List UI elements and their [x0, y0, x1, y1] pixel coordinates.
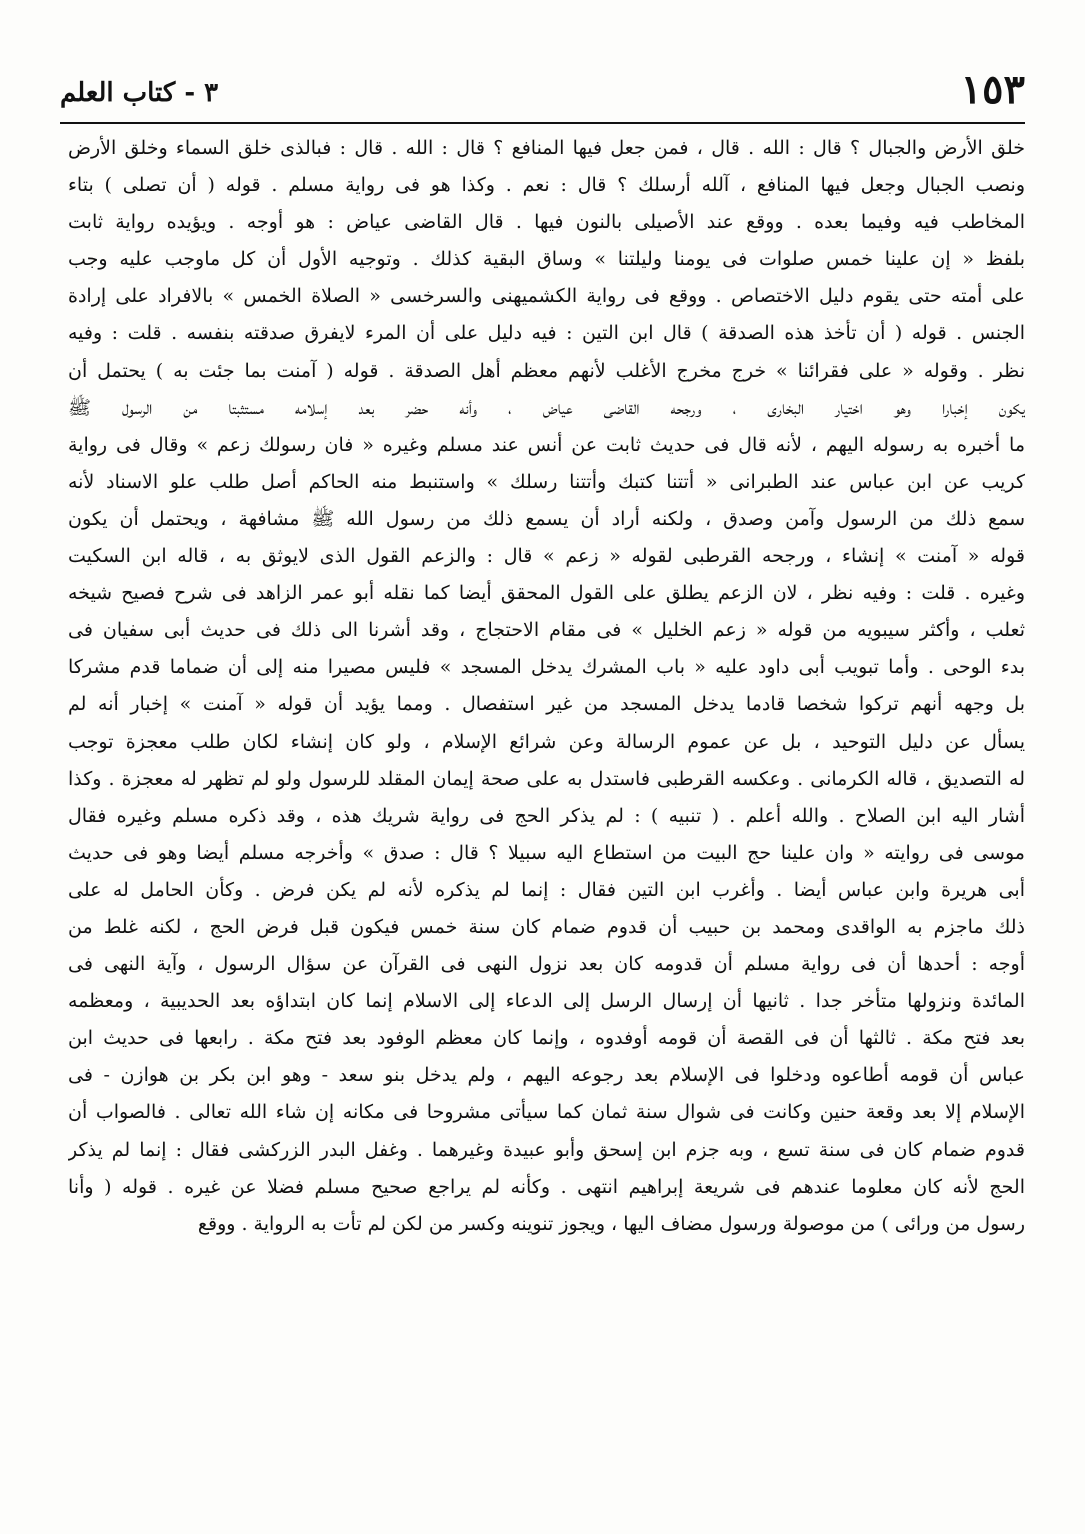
text-line: خلق الأرض والجبال ؟ قال : الله . قال ، فمن جعل فيها المنافع ؟ قال : الله . قال : فبالذى خلق السماء وخلق الأرض — [68, 137, 1025, 159]
text-line: له التصديق ، قاله الكرمانى . وعكسه القرطبى فاستدل به على صحة إيمان المقلد للرسول ولو لم تظهر له معجزة . وكذا — [68, 767, 1025, 790]
text-line: أوجه : أحدها أن فى رواية مسلم أن قدومه كان بعد نزول النهى فى القرآن عن سؤال الرسول ، وآية النهى فى — [68, 953, 1025, 976]
text-line: رسول من ورائى ) من موصولة ورسول مضاف اليها ، ويجوز تنوينه وكسر من لكن لم تأت به الرواية . ووقع — [197, 1212, 1025, 1235]
text-line: المائدة ونزولها متأخر جدا . ثانيها أن إرسال الرسل إلى الدعاء إلى الاسلام إنما كان ابتداؤه بعد الحديبية ، ومعظمه — [68, 990, 1025, 1013]
text-line: المخاطب فيه وفيما بعده . ووقع عند الأصيلى بالنون فيها . قال القاضى عياض : هو أوجه . ويؤيده رواية ثابت — [68, 211, 1025, 234]
text-line: عباس أن قومه أطاعوه ودخلوا فى الإسلام بعد رجوعه اليهم ، ولم يدخل بنو سعد - وهو ابن بكر بن هوازن - فى — [68, 1064, 1025, 1087]
text-line: يكون إخبارا وهو اختيار البخارى ، ورجحه القاضى عياض ، وأنه حضر بعد إسلامه مستثبتا من الرسول ﷺ — [68, 396, 1025, 419]
text-line: على أمته حتى يقوم دليل الاختصاص . ووقع فى رواية الكشميهنى والسرخسى « الصلاة الخمس » بالافراد على إرادة — [68, 285, 1025, 308]
text-line: ما أخبره به رسوله اليهم ، لأنه قال فى حديث ثابت عن أنس عند مسلم وغيره « فان رسولك زعم » وقال فى رواية — [68, 433, 1025, 456]
text-line: بدء الوحى . وأما تبويب أبى داود عليه « باب المشرك يدخل المسجد » فليس مصيرا منه إلى أن ضماما قدم مشركا — [68, 656, 1025, 679]
text-line: قوله « آمنت » إنشاء ، ورجحه القرطبى لقوله « زعم » قال : والزعم القول الذى لايوثق به ، قاله ابن السكيت — [68, 545, 1025, 568]
text-line: قدوم ضمام كان فى سنة تسع ، وبه جزم ابن إسحق وأبو عبيدة وغيرهما . وغفل البدر الزركشى فقال : إنما لم يذكر — [68, 1138, 1025, 1161]
text-line: الإسلام إلا بعد وقعة حنين وكانت فى شوال سنة ثمان كما سيأتى مشروحا فى مكانه إن شاء الله تعالى . فالصواب أن — [68, 1101, 1025, 1124]
text-line: وغيره . قلت : وفيه نظر ، لان الزعم يطلق على القول المحقق أيضا كما نقله أبو عمر الزاهد فى شرح فصيح شيخه — [68, 582, 1025, 605]
text-line: ثعلب ، وأكثر سيبويه من قوله « زعم الخليل » فى مقام الاحتجاج ، وقد أشرنا الى ذلك فى حديث أبى سفيان فى — [68, 619, 1025, 642]
text-line: أبى هريرة وابن عباس أيضا . وأغرب ابن التين فقال : إنما لم يذكره لأنه لم يكن فرض . وكأن الحامل له على — [68, 878, 1025, 901]
chapter-title: ٣ - كتاب العلم — [60, 78, 219, 108]
text-line: ذلك ماجزم به الواقدى ومحمد بن حبيب أن قدوم ضمام كان سنة خمس فيكون قبل فرض الحج ، لكنه غلط من — [68, 915, 1025, 938]
body-text — [68, 130, 1025, 1243]
text-line: موسى فى روايته « وان علينا حج البيت من استطاع اليه سبيلا ؟ قال : صدق » وأخرجه مسلم أيضا وهو فى حديث — [68, 841, 1025, 864]
text-line: نظر . وقوله « على فقرائنا » خرج مخرج الأغلب لأنهم معظم أهل الصدقة . قوله ( آمنت بما جئت به ) يحتمل أن — [68, 359, 1025, 382]
page-number: ١٥٣ — [960, 66, 1025, 113]
text-line: سمع ذلك من الرسول وآمن وصدق ، ولكنه أراد أن يسمع ذلك من رسول الله ﷺ مشافهة ، ويحتمل أن يكون — [68, 507, 1025, 530]
text-line: بعد فتح مكة . ثالثها أن فى القصة أن قومه أوفدوه ، وإنما كان معظم الوفود بعد فتح مكة . رابعها فى حديث ابن — [68, 1027, 1025, 1050]
text-line: ونصب الجبال وجعل فيها المنافع ، آلله أرسلك ؟ قال : نعم . وكذا هو فى رواية مسلم . قوله ( أن تصلى ) بتاء — [68, 174, 1025, 197]
text-line: بل وجهه أنهم تركوا شخصا قادما يدخل المسجد من غير استفصال . ومما يؤيد أن قوله « آمنت » إخبار أنه لم — [68, 693, 1025, 716]
text-line: يسأل عن دليل التوحيد ، بل عن عموم الرسالة وعن شرائع الإسلام ، ولو كان إنشاء لكان طلب معجزة توجب — [68, 730, 1025, 753]
text-line: بلفظ « إن علينا خمس صلوات فى يومنا وليلتنا » وساق البقية كذلك . وتوجيه الأول أن كل ماوجب عليه وجب — [68, 248, 1025, 271]
text-line: كريب عن ابن عباس عند الطبرانى « أتتنا كتبك وأتتنا رسلك » واستنبط منه الحاكم أصل طلب علو الاسناد لأنه — [68, 470, 1025, 493]
text-line: الجنس . قوله ( أن تأخذ هذه الصدقة ) قال ابن التين : فيه دليل على أن المرء لايفرق صدقته بنفسه . قلت : وفيه — [68, 322, 1025, 345]
text-line: الحج لأنه كان معلوما عندهم فى شريعة إبراهيم انتهى . وكأنه لم يراجع صحيح مسلم فضلا عن غيره . قوله ( وأنا — [68, 1175, 1025, 1198]
text-line: أشار اليه ابن الصلاح . والله أعلم . ( تنبيه ) : لم يذكر الحج فى رواية شريك هذه ، وقد ذكره مسلم وغيره فقال — [68, 804, 1025, 827]
header-divider — [60, 122, 1025, 124]
page-header — [60, 66, 1025, 118]
